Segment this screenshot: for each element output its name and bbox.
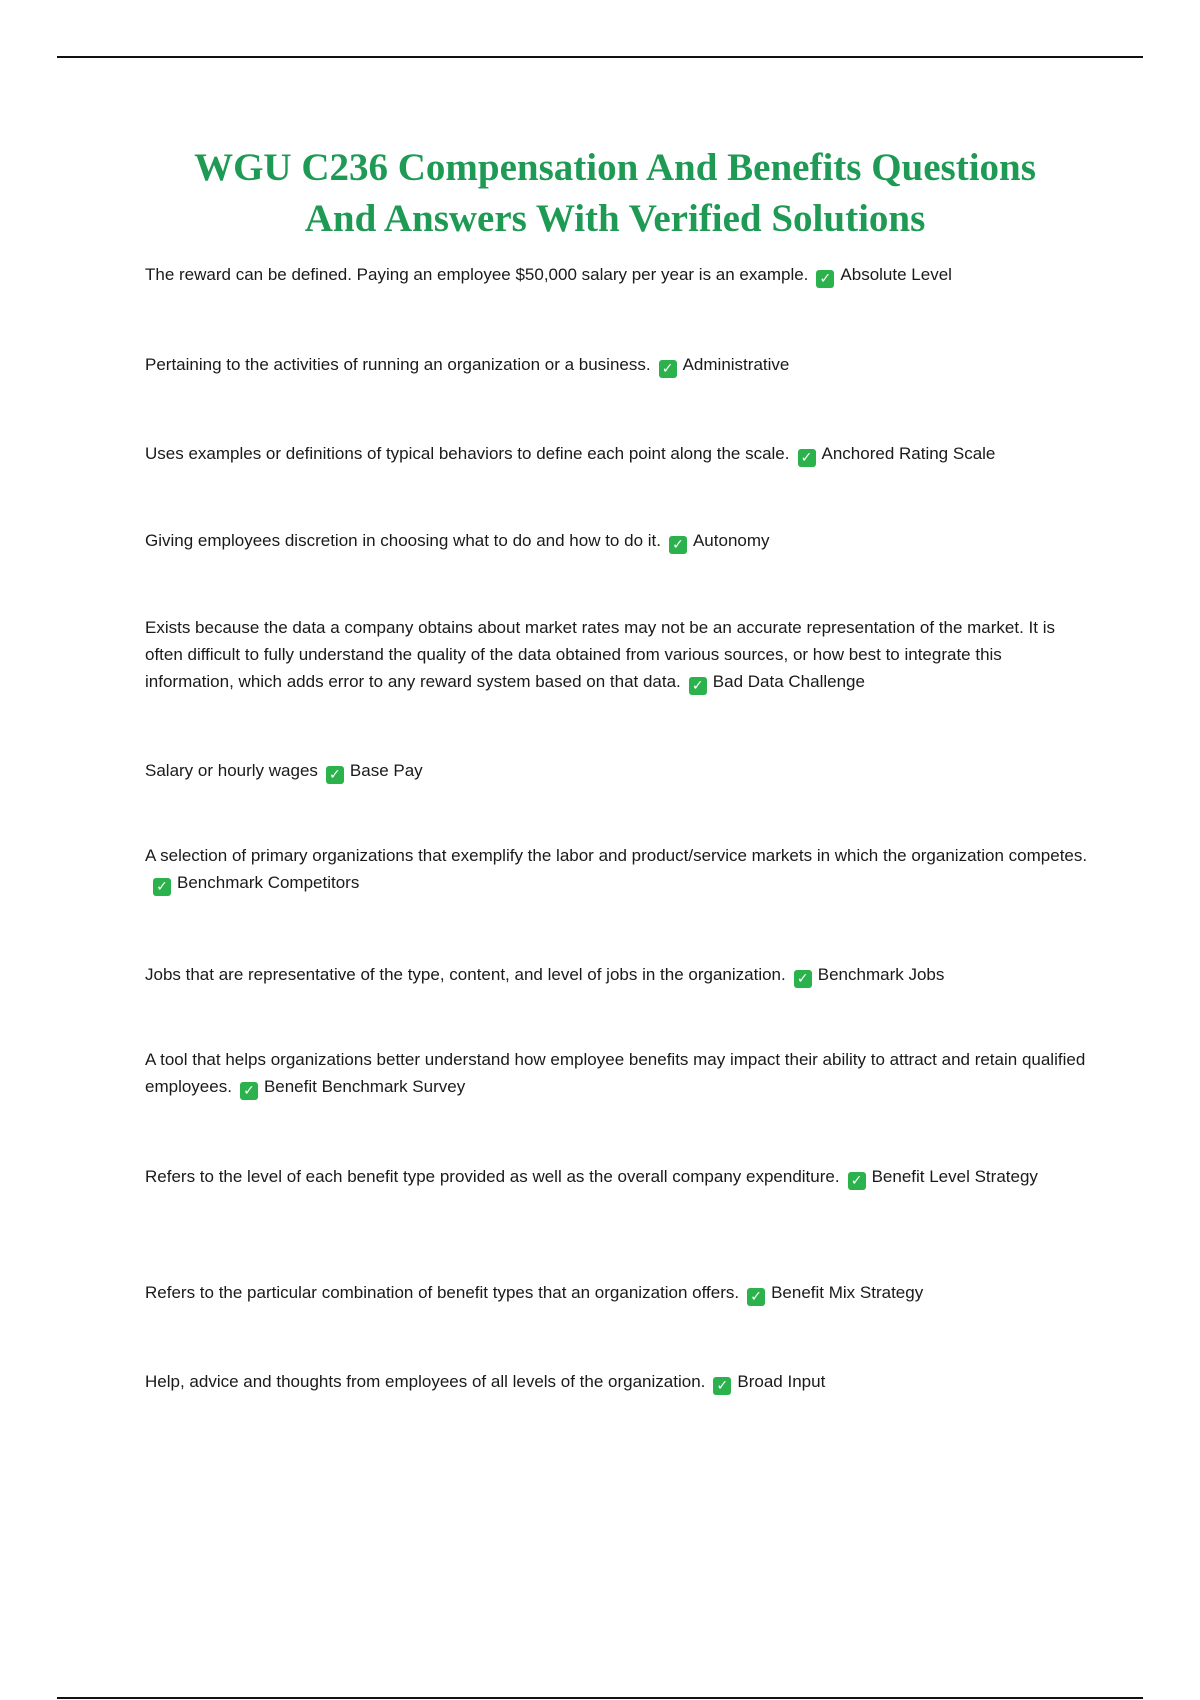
qa-question: Pertaining to the activities of running an organization or a business. (145, 355, 651, 374)
qa-question: Refers to the level of each benefit type provided as well as the overall company expenditure. (145, 1167, 840, 1186)
qa-answer: Anchored Rating Scale (821, 444, 996, 463)
qa-item (145, 440, 1090, 467)
qa-item (145, 1163, 1090, 1190)
qa-question: Exists because the data a company obtains about market rates may not be an accurate representation of the market. It is often difficult to fully understand the quality of the data obtained from various sources, or how best to integrate this information, which adds error to any reward system based on that data. (145, 618, 1055, 691)
check-icon: ✓ (240, 1082, 258, 1100)
qa-answer: Benefit Level Strategy (871, 1167, 1038, 1186)
qa-item (145, 961, 1090, 988)
check-icon: ✓ (798, 449, 816, 467)
qa-question: Help, advice and thoughts from employees of all levels of the organization. (145, 1372, 706, 1391)
check-icon: ✓ (713, 1377, 731, 1395)
qa-question: A tool that helps organizations better understand how employee benefits may impact their ability to attract and retain qualified employees. (145, 1050, 1086, 1096)
check-icon: ✓ (794, 970, 812, 988)
bottom-rule (57, 1697, 1143, 1699)
check-icon: ✓ (669, 536, 687, 554)
qa-item (145, 1368, 1090, 1395)
check-icon: ✓ (689, 677, 707, 695)
qa-item (145, 842, 1090, 896)
qa-answer: Benchmark Jobs (817, 965, 945, 984)
qa-question: Jobs that are representative of the type, content, and level of jobs in the organization. (145, 965, 786, 984)
qa-answer: Autonomy (692, 531, 770, 550)
qa-answer: Bad Data Challenge (712, 672, 865, 691)
check-icon: ✓ (326, 766, 344, 784)
qa-question: Giving employees discretion in choosing what to do and how to do it. (145, 531, 661, 550)
qa-question: Refers to the particular combination of benefit types that an organization offers. (145, 1283, 740, 1302)
title-line-1: WGU C236 Compensation And Benefits Questions (194, 146, 1036, 189)
qa-item (145, 261, 1090, 288)
qa-answer: Base Pay (349, 761, 423, 780)
check-icon: ✓ (747, 1288, 765, 1306)
qa-answer: Benefit Mix Strategy (771, 1283, 924, 1302)
check-icon: ✓ (816, 270, 834, 288)
qa-item (145, 351, 1090, 378)
qa-question: A selection of primary organizations that exemplify the labor and product/service markets in which the organization competes. (145, 846, 1088, 865)
check-icon: ✓ (659, 360, 677, 378)
qa-answer: Administrative (682, 355, 790, 374)
qa-answer: Absolute Level (840, 265, 952, 284)
qa-item (145, 527, 1090, 554)
title-line-2: And Answers With Verified Solutions (304, 197, 926, 240)
qa-question: Uses examples or definitions of typical behaviors to define each point along the scale. (145, 444, 790, 463)
qa-answer: Broad Input (737, 1372, 826, 1391)
qa-question: Salary or hourly wages (145, 761, 318, 780)
qa-item (145, 1279, 1090, 1306)
check-icon: ✓ (848, 1172, 866, 1190)
qa-item (145, 614, 1090, 695)
qa-answer: Benefit Benchmark Survey (263, 1077, 466, 1096)
qa-item (145, 1046, 1090, 1100)
qa-answer: Benchmark Competitors (177, 873, 360, 892)
qa-question: The reward can be defined. Paying an employee $50,000 salary per year is an example. (145, 265, 809, 284)
qa-item (145, 757, 1090, 784)
check-icon: ✓ (153, 878, 171, 896)
